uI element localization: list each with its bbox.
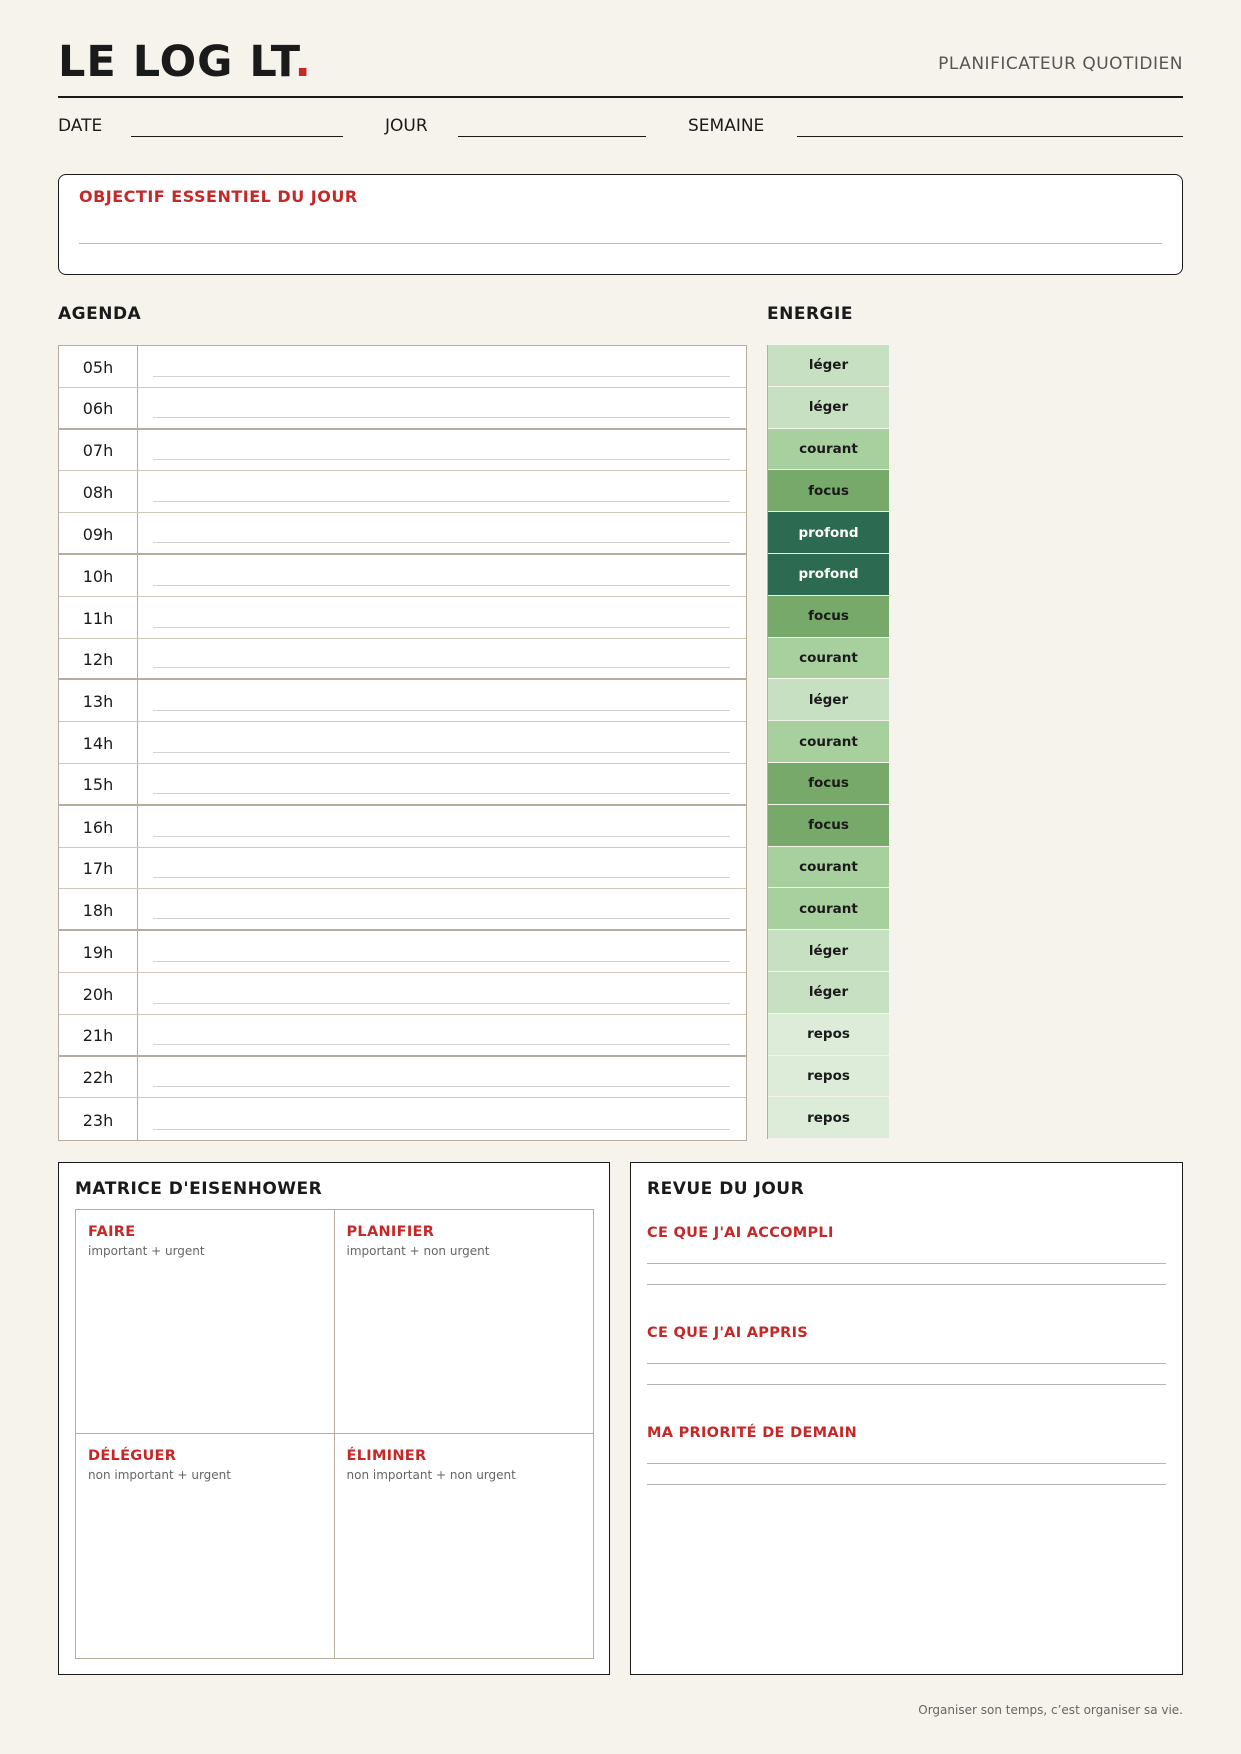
agenda-row [59, 722, 746, 764]
agenda-row [59, 764, 746, 806]
review-line[interactable] [647, 1363, 1166, 1364]
agenda-hour: 15h [59, 764, 138, 804]
agenda-entry-line[interactable] [153, 1044, 730, 1045]
agenda-row [59, 848, 746, 890]
agenda-hour: 09h [59, 513, 138, 553]
energy-cell: profond [768, 512, 889, 554]
agenda-entry-line[interactable] [153, 542, 730, 543]
agenda-entry-line[interactable] [153, 417, 730, 418]
agenda-entry-line[interactable] [153, 918, 730, 919]
page-subtitle: PLANIFICATEUR QUOTIDIEN [938, 54, 1183, 74]
agenda-hour: 17h [59, 848, 138, 889]
agenda-entry-line[interactable] [153, 710, 730, 711]
matrix-grid [75, 1209, 594, 1659]
agenda-hour: 10h [59, 555, 138, 596]
review-line[interactable] [647, 1463, 1166, 1464]
energy-cell: courant [768, 638, 889, 680]
objective-title: OBJECTIF ESSENTIEL DU JOUR [79, 187, 358, 206]
energy-cell: courant [768, 429, 889, 471]
review-line[interactable] [647, 1284, 1166, 1285]
energy-cell: repos [768, 1097, 889, 1139]
quadrant-subtitle: important + urgent [88, 1244, 205, 1258]
agenda-row [59, 680, 746, 722]
agenda-entry-line[interactable] [153, 1003, 730, 1004]
day-field[interactable] [458, 136, 646, 137]
energy-cell: léger [768, 345, 889, 387]
energy-cell: repos [768, 1056, 889, 1098]
energy-cell: courant [768, 847, 889, 889]
quadrant-title: FAIRE [88, 1224, 136, 1240]
agenda-entry-line[interactable] [153, 752, 730, 753]
quadrant-title: ÉLIMINER [346, 1448, 427, 1464]
agenda-row [59, 639, 746, 681]
agenda-row [59, 555, 746, 597]
meta-row [58, 116, 1183, 140]
review-label: CE QUE J'AI ACCOMPLI [647, 1225, 834, 1241]
energy-cell: repos [768, 1014, 889, 1056]
agenda-hour: 19h [59, 931, 138, 972]
agenda-row [59, 430, 746, 472]
quadrant-eliminer[interactable] [335, 1434, 594, 1658]
agenda-row [59, 973, 746, 1015]
agenda-hour: 05h [59, 346, 138, 387]
agenda-entry-line[interactable] [153, 501, 730, 502]
date-field[interactable] [131, 136, 343, 137]
energy-cell: focus [768, 596, 889, 638]
brand-title: LE LOG LT. [58, 37, 312, 87]
quadrant-title: DÉLÉGUER [88, 1448, 177, 1464]
agenda-hour: 12h [59, 639, 138, 679]
page-header [58, 32, 1183, 98]
agenda-hour: 18h [59, 889, 138, 929]
agenda-entry-line[interactable] [153, 836, 730, 837]
agenda-entry-line[interactable] [153, 877, 730, 878]
objective-field[interactable] [79, 243, 1162, 244]
energy-cell: léger [768, 679, 889, 721]
review-tomorrow-priority [647, 1425, 1166, 1495]
agenda-row [59, 597, 746, 639]
week-field[interactable] [797, 136, 1183, 137]
agenda-entry-line[interactable] [153, 459, 730, 460]
agenda-hour: 16h [59, 806, 138, 847]
agenda-entry-line[interactable] [153, 585, 730, 586]
energy-cell: profond [768, 554, 889, 596]
agenda-hour: 06h [59, 388, 138, 428]
agenda-hour: 13h [59, 680, 138, 721]
agenda-row [59, 1015, 746, 1057]
review-label: MA PRIORITÉ DE DEMAIN [647, 1425, 858, 1441]
energy-cell: léger [768, 387, 889, 429]
agenda-hour: 22h [59, 1057, 138, 1098]
energy-cell: focus [768, 763, 889, 805]
agenda-hour: 08h [59, 471, 138, 512]
agenda-row [59, 388, 746, 430]
agenda-entry-line[interactable] [153, 793, 730, 794]
week-label: SEMAINE [688, 116, 765, 136]
agenda-entry-line[interactable] [153, 376, 730, 377]
review-line[interactable] [647, 1384, 1166, 1385]
agenda-hour: 11h [59, 597, 138, 638]
energy-cell: léger [768, 930, 889, 972]
eisenhower-matrix [58, 1162, 610, 1675]
footer-quote: Organiser son temps, c’est organiser sa vie. [918, 1703, 1183, 1717]
energy-column [767, 345, 889, 1139]
quadrant-faire[interactable] [76, 1210, 335, 1434]
matrix-title: MATRICE D'EISENHOWER [75, 1179, 323, 1199]
agenda-row [59, 346, 746, 388]
review-learned [647, 1325, 1166, 1395]
agenda-entry-line[interactable] [153, 1086, 730, 1087]
quadrant-planifier[interactable] [335, 1210, 594, 1434]
energy-cell: focus [768, 470, 889, 512]
review-line[interactable] [647, 1263, 1166, 1264]
agenda-title: AGENDA [58, 304, 142, 324]
quadrant-subtitle: non important + urgent [88, 1468, 231, 1482]
review-line[interactable] [647, 1484, 1166, 1485]
day-label: JOUR [385, 116, 428, 136]
agenda-entry-line[interactable] [153, 1129, 730, 1130]
agenda-hour: 14h [59, 722, 138, 763]
agenda-row [59, 471, 746, 513]
agenda-hour: 21h [59, 1015, 138, 1055]
energy-cell: focus [768, 805, 889, 847]
agenda-entry-line[interactable] [153, 627, 730, 628]
review-title: REVUE DU JOUR [647, 1179, 805, 1199]
quadrant-subtitle: important + non urgent [346, 1244, 490, 1258]
agenda-row [59, 931, 746, 973]
review-accomplished [647, 1225, 1166, 1295]
daily-review [630, 1162, 1183, 1675]
agenda-hour: 07h [59, 430, 138, 471]
agenda-table [58, 345, 747, 1141]
agenda-row [59, 1098, 746, 1140]
quadrant-deleguer[interactable] [76, 1434, 335, 1658]
energy-cell: courant [768, 721, 889, 763]
objective-box [58, 174, 1183, 275]
agenda-row [59, 806, 746, 848]
agenda-hour: 23h [59, 1098, 138, 1140]
agenda-row [59, 513, 746, 555]
agenda-entry-line[interactable] [153, 961, 730, 962]
review-label: CE QUE J'AI APPRIS [647, 1325, 809, 1341]
agenda-row [59, 889, 746, 931]
date-label: DATE [58, 116, 103, 136]
energy-cell: léger [768, 972, 889, 1014]
agenda-hour: 20h [59, 973, 138, 1014]
brand-dot: . [294, 37, 312, 87]
quadrant-subtitle: non important + non urgent [346, 1468, 516, 1482]
energy-title: ENERGIE [767, 304, 853, 324]
agenda-entry-line[interactable] [153, 667, 730, 668]
energy-cell: courant [768, 888, 889, 930]
agenda-row [59, 1057, 746, 1099]
quadrant-title: PLANIFIER [346, 1224, 435, 1240]
